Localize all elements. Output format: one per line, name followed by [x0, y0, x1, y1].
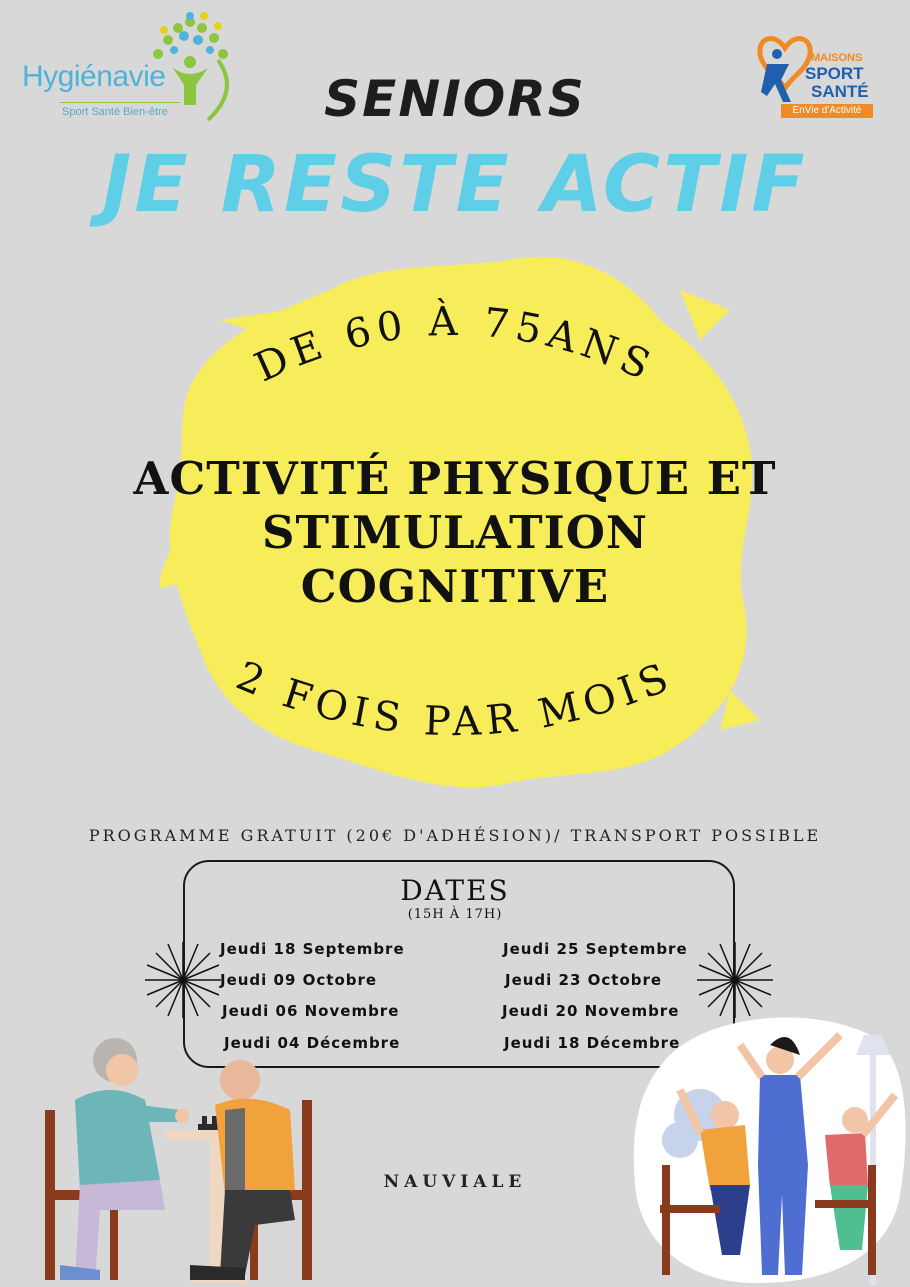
brand-tagline: Sport Santé Bien-être	[62, 106, 168, 118]
date-left-4: Jeudi 04 Décembre	[224, 1034, 401, 1052]
date-right-4: Jeudi 18 Décembre	[504, 1034, 681, 1052]
seniors-stretching-exercise-illustration	[630, 1015, 910, 1287]
activity-heading	[60, 452, 850, 614]
programme-info: PROGRAMME GRATUIT (20€ D'ADHÉSION)/ TRANSPORT POSSIBLE	[88, 826, 822, 845]
logo-strip: EnVie d'Activité	[781, 104, 873, 118]
svg-text:DE 60 À 75ANS	[248, 298, 662, 392]
logo-word-sport: SPORT	[805, 64, 864, 83]
age-range-text: DE 60 À 75ANS	[247, 298, 663, 392]
activity-line-1: ACTIVITÉ PHYSIQUE ET	[133, 452, 777, 505]
brand-name: Hygiénavie	[22, 60, 166, 93]
date-left-3: Jeudi 06 Novembre	[222, 1002, 400, 1020]
date-left-2: Jeudi 09 Octobre	[220, 971, 378, 989]
starburst-icon	[143, 940, 223, 1020]
date-right-1: Jeudi 25 Septembre	[503, 940, 688, 958]
date-left-1: Jeudi 18 Septembre	[220, 940, 405, 958]
starburst-icon	[695, 940, 775, 1020]
dates-hours: (15H À 17H)	[407, 907, 503, 922]
frequency-arc	[0, 600, 910, 800]
age-range-arc	[0, 250, 910, 450]
date-right-2: Jeudi 23 Octobre	[505, 971, 663, 989]
logo-word-sante: SANTÉ	[811, 82, 869, 101]
logo-word-maisons: MAISONS	[811, 52, 863, 64]
frequency-text: 2 FOIS PAR MOIS	[229, 652, 681, 746]
dates-title: DATES	[400, 874, 510, 907]
activity-line-2: STIMULATION	[261, 506, 649, 559]
svg-text:2 FOIS PAR MOIS	[230, 653, 680, 745]
seniors-playing-chess-illustration	[40, 1030, 320, 1287]
main-title: JE RESTE ACTIF	[102, 140, 808, 230]
location-name: NAUVIALE	[383, 1172, 527, 1192]
date-right-3: Jeudi 20 Novembre	[502, 1002, 680, 1020]
activity-line-3: COGNITIVE	[300, 560, 610, 613]
kicker-title: SENIORS	[324, 70, 586, 128]
